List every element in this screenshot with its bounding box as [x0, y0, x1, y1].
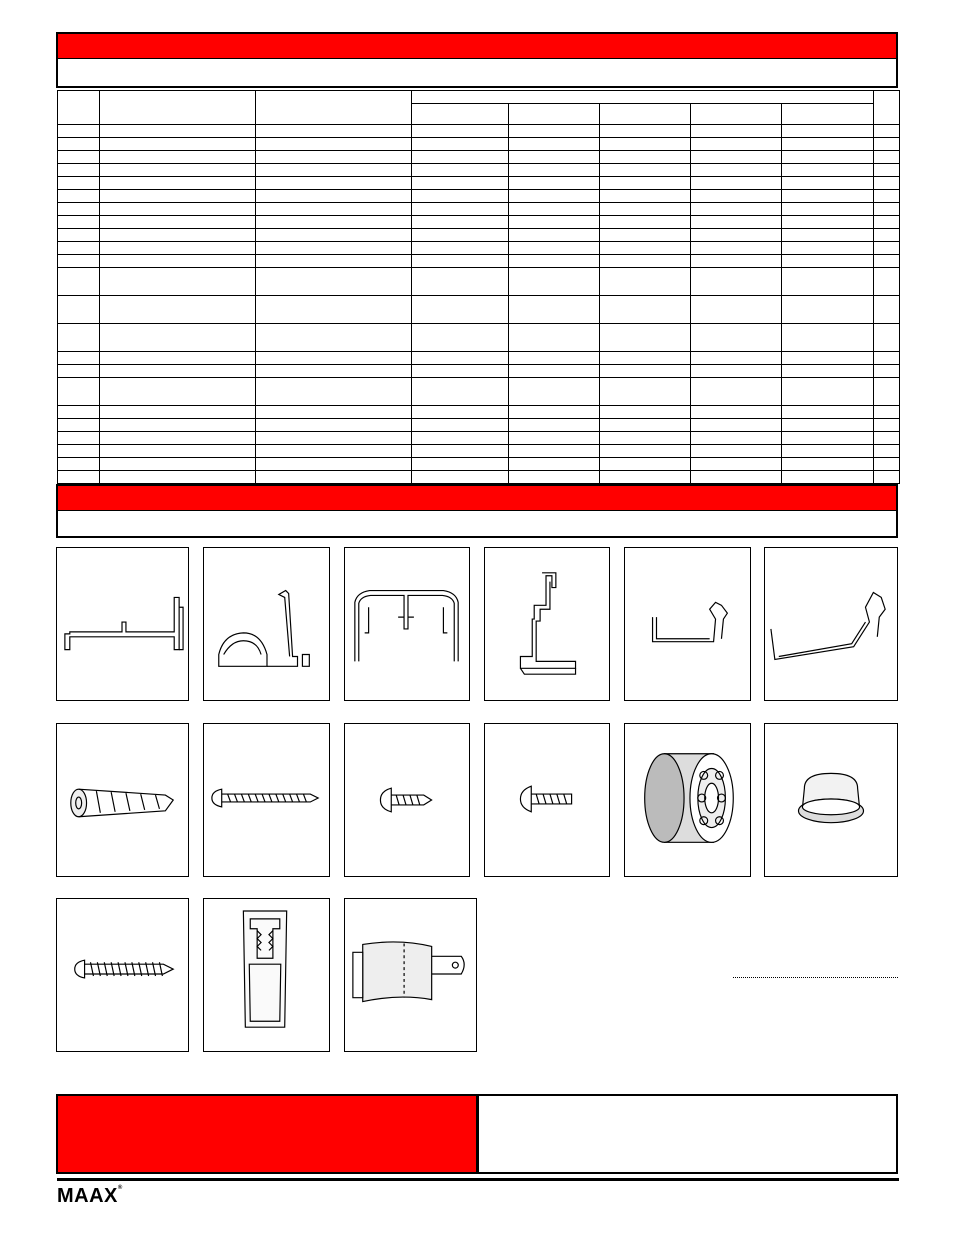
table-cell — [874, 229, 900, 242]
table-cell — [412, 229, 509, 242]
table-cell — [58, 445, 100, 458]
table-cell — [600, 296, 691, 324]
table-cell — [782, 419, 874, 432]
header-cell-description — [100, 91, 256, 125]
table-cell — [256, 458, 412, 471]
table-cell — [256, 242, 412, 255]
table-cell — [509, 177, 600, 190]
table-row — [58, 151, 900, 164]
illustrations-subheader — [56, 511, 898, 538]
table-cell — [256, 378, 412, 406]
table-cell — [412, 177, 509, 190]
table-cell — [412, 164, 509, 177]
table-cell — [509, 151, 600, 164]
table-cell — [100, 190, 256, 203]
table-cell — [782, 203, 874, 216]
table-cell — [874, 432, 900, 445]
table-cell — [412, 203, 509, 216]
table-cell — [691, 138, 782, 151]
table-cell — [691, 432, 782, 445]
table-cell — [600, 445, 691, 458]
table-cell — [256, 151, 412, 164]
table-cell — [600, 432, 691, 445]
table-cell — [691, 458, 782, 471]
table-row — [58, 125, 900, 138]
table-cell — [691, 229, 782, 242]
table-cell — [256, 216, 412, 229]
table-cell — [58, 324, 100, 352]
table-cell — [58, 406, 100, 419]
table-cell — [600, 229, 691, 242]
table-cell — [691, 216, 782, 229]
table-cell — [256, 229, 412, 242]
footer-red-panel — [56, 1094, 478, 1174]
table-cell — [782, 229, 874, 242]
table-row — [58, 419, 900, 432]
table-cell — [58, 378, 100, 406]
table-cell — [782, 296, 874, 324]
table-cell — [100, 445, 256, 458]
table-cell — [782, 255, 874, 268]
long-hanger-bracket-icon — [764, 547, 898, 701]
table-cell — [412, 151, 509, 164]
table-cell — [782, 365, 874, 378]
table-row — [58, 216, 900, 229]
table-cell — [509, 255, 600, 268]
hanger-bracket-icon — [624, 547, 751, 701]
table-cell — [874, 365, 900, 378]
table-cell — [256, 406, 412, 419]
table-cell — [256, 296, 412, 324]
table-cell — [58, 151, 100, 164]
table-cell — [58, 471, 100, 484]
table-cell — [58, 296, 100, 324]
table-cell — [600, 190, 691, 203]
table-cell — [874, 216, 900, 229]
table-cell — [412, 432, 509, 445]
table-cell — [600, 177, 691, 190]
table-cell — [256, 203, 412, 216]
table-cell — [412, 365, 509, 378]
table-cell — [782, 406, 874, 419]
table-cell — [509, 419, 600, 432]
table-cell — [256, 324, 412, 352]
table-cell — [782, 352, 874, 365]
table-cell — [874, 242, 900, 255]
table-row — [58, 296, 900, 324]
table-cell — [58, 458, 100, 471]
table-cell — [100, 125, 256, 138]
table-cell — [600, 471, 691, 484]
table-cell — [100, 151, 256, 164]
table-cell — [782, 458, 874, 471]
table-cell — [256, 365, 412, 378]
table-cell — [256, 471, 412, 484]
table-row — [58, 406, 900, 419]
seal-profile-icon — [203, 547, 330, 701]
table-row — [58, 458, 900, 471]
table-cell — [58, 190, 100, 203]
table-cell — [874, 268, 900, 296]
table-cell — [600, 365, 691, 378]
frame-profile-icon — [344, 547, 470, 701]
table-cell — [509, 229, 600, 242]
subheader-cell — [412, 104, 509, 125]
table-row — [58, 471, 900, 484]
table-cell — [782, 164, 874, 177]
table-cell — [874, 458, 900, 471]
handle-bracket-icon — [344, 898, 477, 1052]
table-cell — [256, 445, 412, 458]
table-cell — [691, 242, 782, 255]
table-cell — [412, 324, 509, 352]
subheader-cell — [600, 104, 691, 125]
table-row — [58, 378, 900, 406]
table-cell — [600, 378, 691, 406]
table-cell — [256, 125, 412, 138]
table-cell — [58, 138, 100, 151]
table-cell — [691, 164, 782, 177]
track-profile-icon — [56, 547, 189, 701]
table-cell — [874, 125, 900, 138]
table-cell — [509, 242, 600, 255]
table-cell — [412, 296, 509, 324]
table-cell — [874, 138, 900, 151]
table-cell — [256, 255, 412, 268]
table-cell — [691, 255, 782, 268]
table-cell — [58, 125, 100, 138]
table-cell — [509, 268, 600, 296]
table-cell — [691, 419, 782, 432]
table-cell — [412, 216, 509, 229]
short-screw-icon — [344, 723, 470, 877]
table-cell — [100, 365, 256, 378]
table-cell — [58, 352, 100, 365]
table-cell — [256, 268, 412, 296]
table-cell — [600, 255, 691, 268]
table-cell — [100, 378, 256, 406]
table-cell — [58, 164, 100, 177]
table-cell — [509, 378, 600, 406]
table-cell — [874, 445, 900, 458]
table-cell — [100, 203, 256, 216]
table-cell — [874, 177, 900, 190]
table-header-row — [58, 91, 900, 104]
table-cell — [256, 138, 412, 151]
table-cell — [874, 255, 900, 268]
table-cell — [691, 378, 782, 406]
table-cell — [100, 138, 256, 151]
table-cell — [874, 203, 900, 216]
table-row — [58, 242, 900, 255]
table-cell — [874, 164, 900, 177]
table-cell — [600, 125, 691, 138]
table-cell — [256, 177, 412, 190]
table-cell — [509, 324, 600, 352]
clip-insert-icon — [203, 898, 330, 1052]
table-cell — [100, 406, 256, 419]
header-cell-part-code — [256, 91, 412, 125]
table-cell — [100, 419, 256, 432]
parts-list-subheader — [56, 59, 898, 88]
table-cell — [782, 151, 874, 164]
table-cell — [874, 406, 900, 419]
table-cell — [691, 352, 782, 365]
table-cell — [509, 432, 600, 445]
table-cell — [782, 378, 874, 406]
table-cell — [691, 406, 782, 419]
table-row — [58, 445, 900, 458]
table-cell — [100, 177, 256, 190]
table-cell — [256, 432, 412, 445]
table-row — [58, 229, 900, 242]
parts-table — [57, 90, 900, 484]
table-cell — [412, 471, 509, 484]
table-cell — [600, 406, 691, 419]
table-cell — [58, 255, 100, 268]
table-cell — [874, 296, 900, 324]
table-cell — [782, 471, 874, 484]
table-cell — [100, 242, 256, 255]
table-cell — [412, 242, 509, 255]
header-cell-qty — [874, 91, 900, 125]
table-cell — [874, 352, 900, 365]
table-cell — [782, 268, 874, 296]
table-cell — [412, 419, 509, 432]
subheader-cell — [509, 104, 600, 125]
table-row — [58, 164, 900, 177]
table-cell — [600, 242, 691, 255]
table-cell — [509, 203, 600, 216]
table-row — [58, 365, 900, 378]
table-cell — [256, 164, 412, 177]
table-cell — [600, 203, 691, 216]
table-cell — [412, 268, 509, 296]
table-cell — [691, 365, 782, 378]
table-cell — [874, 471, 900, 484]
table-cell — [412, 190, 509, 203]
table-cell — [782, 445, 874, 458]
table-cell — [782, 190, 874, 203]
table-row — [58, 203, 900, 216]
table-cell — [509, 164, 600, 177]
table-cell — [509, 216, 600, 229]
table-cell — [256, 190, 412, 203]
table-cell — [509, 458, 600, 471]
table-row — [58, 255, 900, 268]
table-cell — [58, 419, 100, 432]
table-cell — [782, 138, 874, 151]
table-cell — [691, 203, 782, 216]
wall-anchor-icon — [56, 723, 189, 877]
illustrations-header-bar — [56, 484, 898, 512]
table-cell — [412, 378, 509, 406]
table-cell — [691, 445, 782, 458]
table-cell — [782, 324, 874, 352]
table-cell — [874, 190, 900, 203]
maax-logo — [57, 1185, 123, 1208]
table-cell — [782, 216, 874, 229]
table-cell — [600, 164, 691, 177]
table-cell — [412, 445, 509, 458]
table-cell — [691, 151, 782, 164]
table-cell — [691, 296, 782, 324]
bumper-icon — [764, 723, 898, 877]
wood-screw-icon — [56, 898, 189, 1052]
table-cell — [782, 125, 874, 138]
table-cell — [100, 471, 256, 484]
table-cell — [874, 324, 900, 352]
table-cell — [509, 296, 600, 324]
table-cell — [691, 177, 782, 190]
table-cell — [412, 125, 509, 138]
logo-trademark: ® — [117, 1185, 123, 1191]
table-cell — [100, 458, 256, 471]
table-cell — [600, 324, 691, 352]
roller-bearing-icon — [624, 723, 751, 877]
table-cell — [874, 151, 900, 164]
table-cell — [782, 432, 874, 445]
parts-table-body — [58, 91, 900, 484]
table-row — [58, 138, 900, 151]
table-cell — [600, 138, 691, 151]
table-cell — [100, 268, 256, 296]
table-cell — [782, 177, 874, 190]
table-row — [58, 432, 900, 445]
table-cell — [600, 216, 691, 229]
table-row — [58, 177, 900, 190]
footer-white-panel — [477, 1094, 898, 1174]
table-cell — [691, 471, 782, 484]
subheader-cell — [691, 104, 782, 125]
table-cell — [509, 352, 600, 365]
table-cell — [600, 458, 691, 471]
table-cell — [100, 324, 256, 352]
table-cell — [412, 138, 509, 151]
table-cell — [600, 151, 691, 164]
table-row — [58, 190, 900, 203]
table-cell — [58, 432, 100, 445]
table-row — [58, 352, 900, 365]
table-cell — [412, 458, 509, 471]
table-cell — [509, 471, 600, 484]
table-cell — [412, 255, 509, 268]
table-cell — [100, 255, 256, 268]
table-cell — [874, 419, 900, 432]
table-cell — [58, 268, 100, 296]
logo-text: MAAX — [57, 1185, 118, 1207]
table-row — [58, 268, 900, 296]
table-cell — [412, 406, 509, 419]
table-cell — [691, 125, 782, 138]
table-cell — [58, 229, 100, 242]
table-cell — [874, 378, 900, 406]
table-cell — [691, 268, 782, 296]
header-cell-number — [58, 91, 100, 125]
table-cell — [100, 216, 256, 229]
table-cell — [58, 177, 100, 190]
table-cell — [509, 190, 600, 203]
table-cell — [256, 352, 412, 365]
footer-divider — [57, 1178, 899, 1181]
table-cell — [509, 125, 600, 138]
table-cell — [100, 432, 256, 445]
table-cell — [509, 445, 600, 458]
table-cell — [256, 419, 412, 432]
table-cell — [782, 242, 874, 255]
truss-screw-icon — [484, 723, 610, 877]
parts-list-header-bar — [56, 32, 898, 60]
jamb-profile-icon — [484, 547, 610, 701]
table-cell — [100, 229, 256, 242]
table-cell — [600, 419, 691, 432]
table-cell — [58, 216, 100, 229]
table-cell — [509, 365, 600, 378]
table-cell — [100, 164, 256, 177]
table-cell — [412, 352, 509, 365]
table-cell — [58, 242, 100, 255]
table-row — [58, 324, 900, 352]
table-cell — [100, 352, 256, 365]
table-cell — [509, 138, 600, 151]
table-cell — [600, 352, 691, 365]
table-cell — [100, 296, 256, 324]
table-cell — [691, 324, 782, 352]
table-cell — [600, 268, 691, 296]
table-cell — [58, 203, 100, 216]
table-cell — [509, 406, 600, 419]
table-cell — [691, 190, 782, 203]
table-cell — [58, 365, 100, 378]
subheader-cell — [782, 104, 874, 125]
header-cell-models — [412, 91, 874, 104]
signature-line — [733, 977, 898, 978]
long-screw-icon — [203, 723, 330, 877]
